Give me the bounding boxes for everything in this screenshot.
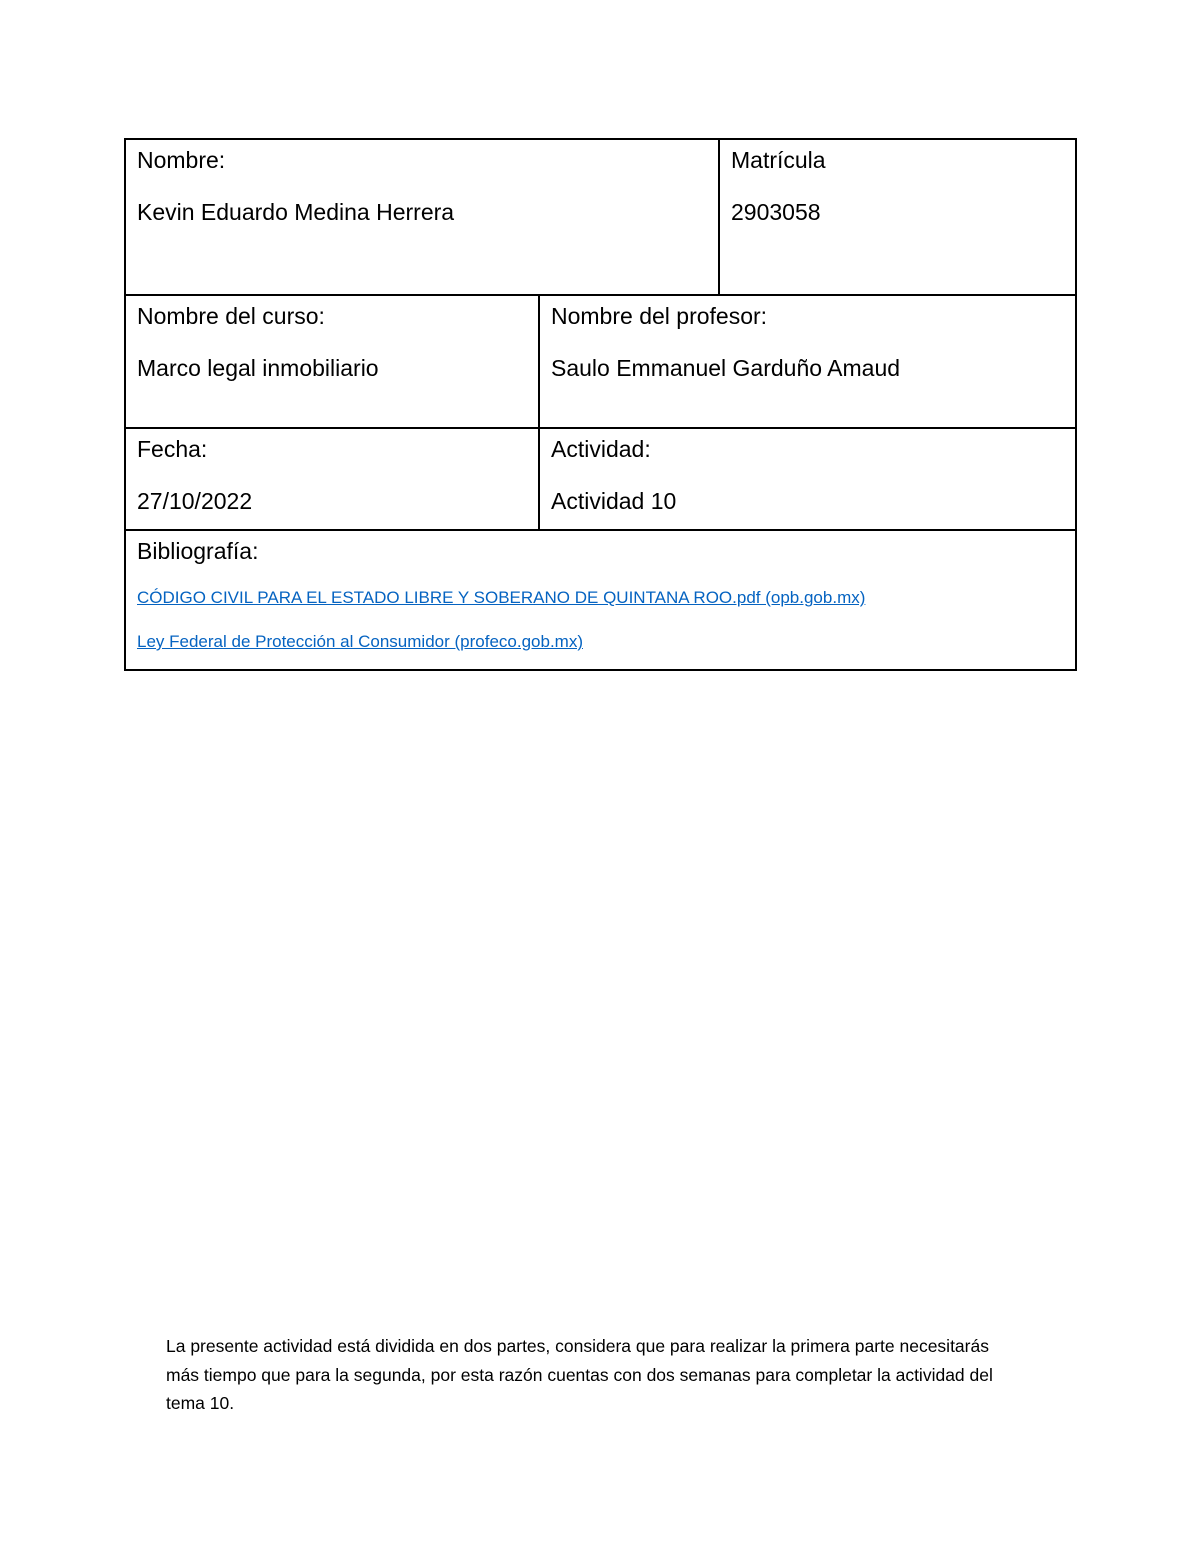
- bibliography-cell: [125, 530, 1076, 670]
- activity-value: Actividad 10: [551, 488, 677, 514]
- activity-cell: [539, 428, 1076, 530]
- date-cell: [125, 428, 539, 530]
- bibliography-label: Bibliografía:: [137, 538, 259, 564]
- table-row: [125, 428, 1076, 530]
- course-cell: [125, 295, 539, 428]
- student-info-table: [124, 138, 1077, 671]
- bibliography-link-consumer-law[interactable]: Ley Federal de Protección al Consumidor (profeco.gob.mx): [137, 632, 583, 651]
- id-label: Matrícula: [731, 147, 826, 173]
- table-row: [125, 530, 1076, 670]
- activity-label: Actividad:: [551, 436, 651, 462]
- id-value: 2903058: [731, 199, 821, 225]
- date-value: 27/10/2022: [137, 488, 253, 514]
- table-row: [125, 139, 1076, 295]
- course-label: Nombre del curso:: [137, 303, 325, 329]
- professor-value: Saulo Emmanuel Garduño Amaud: [551, 355, 901, 381]
- name-value: Kevin Eduardo Medina Herrera: [137, 199, 455, 225]
- professor-label: Nombre del profesor:: [551, 303, 768, 329]
- name-label: Nombre:: [137, 147, 226, 173]
- activity-instructions: La presente actividad está dividida en dos partes, considera que para realizar la primera parte necesitarás más tiempo que para la segunda, por esta razón cuentas con dos semanas para completar la actividad del tema 10.: [166, 1336, 993, 1413]
- id-cell: [719, 139, 1076, 295]
- table-row: [125, 295, 1076, 428]
- bibliography-link-civil-code[interactable]: CÓDIGO CIVIL PARA EL ESTADO LIBRE Y SOBERANO DE QUINTANA ROO.pdf (opb.gob.mx): [137, 588, 866, 607]
- name-cell: [125, 139, 719, 295]
- professor-cell: [539, 295, 1076, 428]
- course-value: Marco legal inmobiliario: [137, 355, 379, 381]
- date-label: Fecha:: [137, 436, 208, 462]
